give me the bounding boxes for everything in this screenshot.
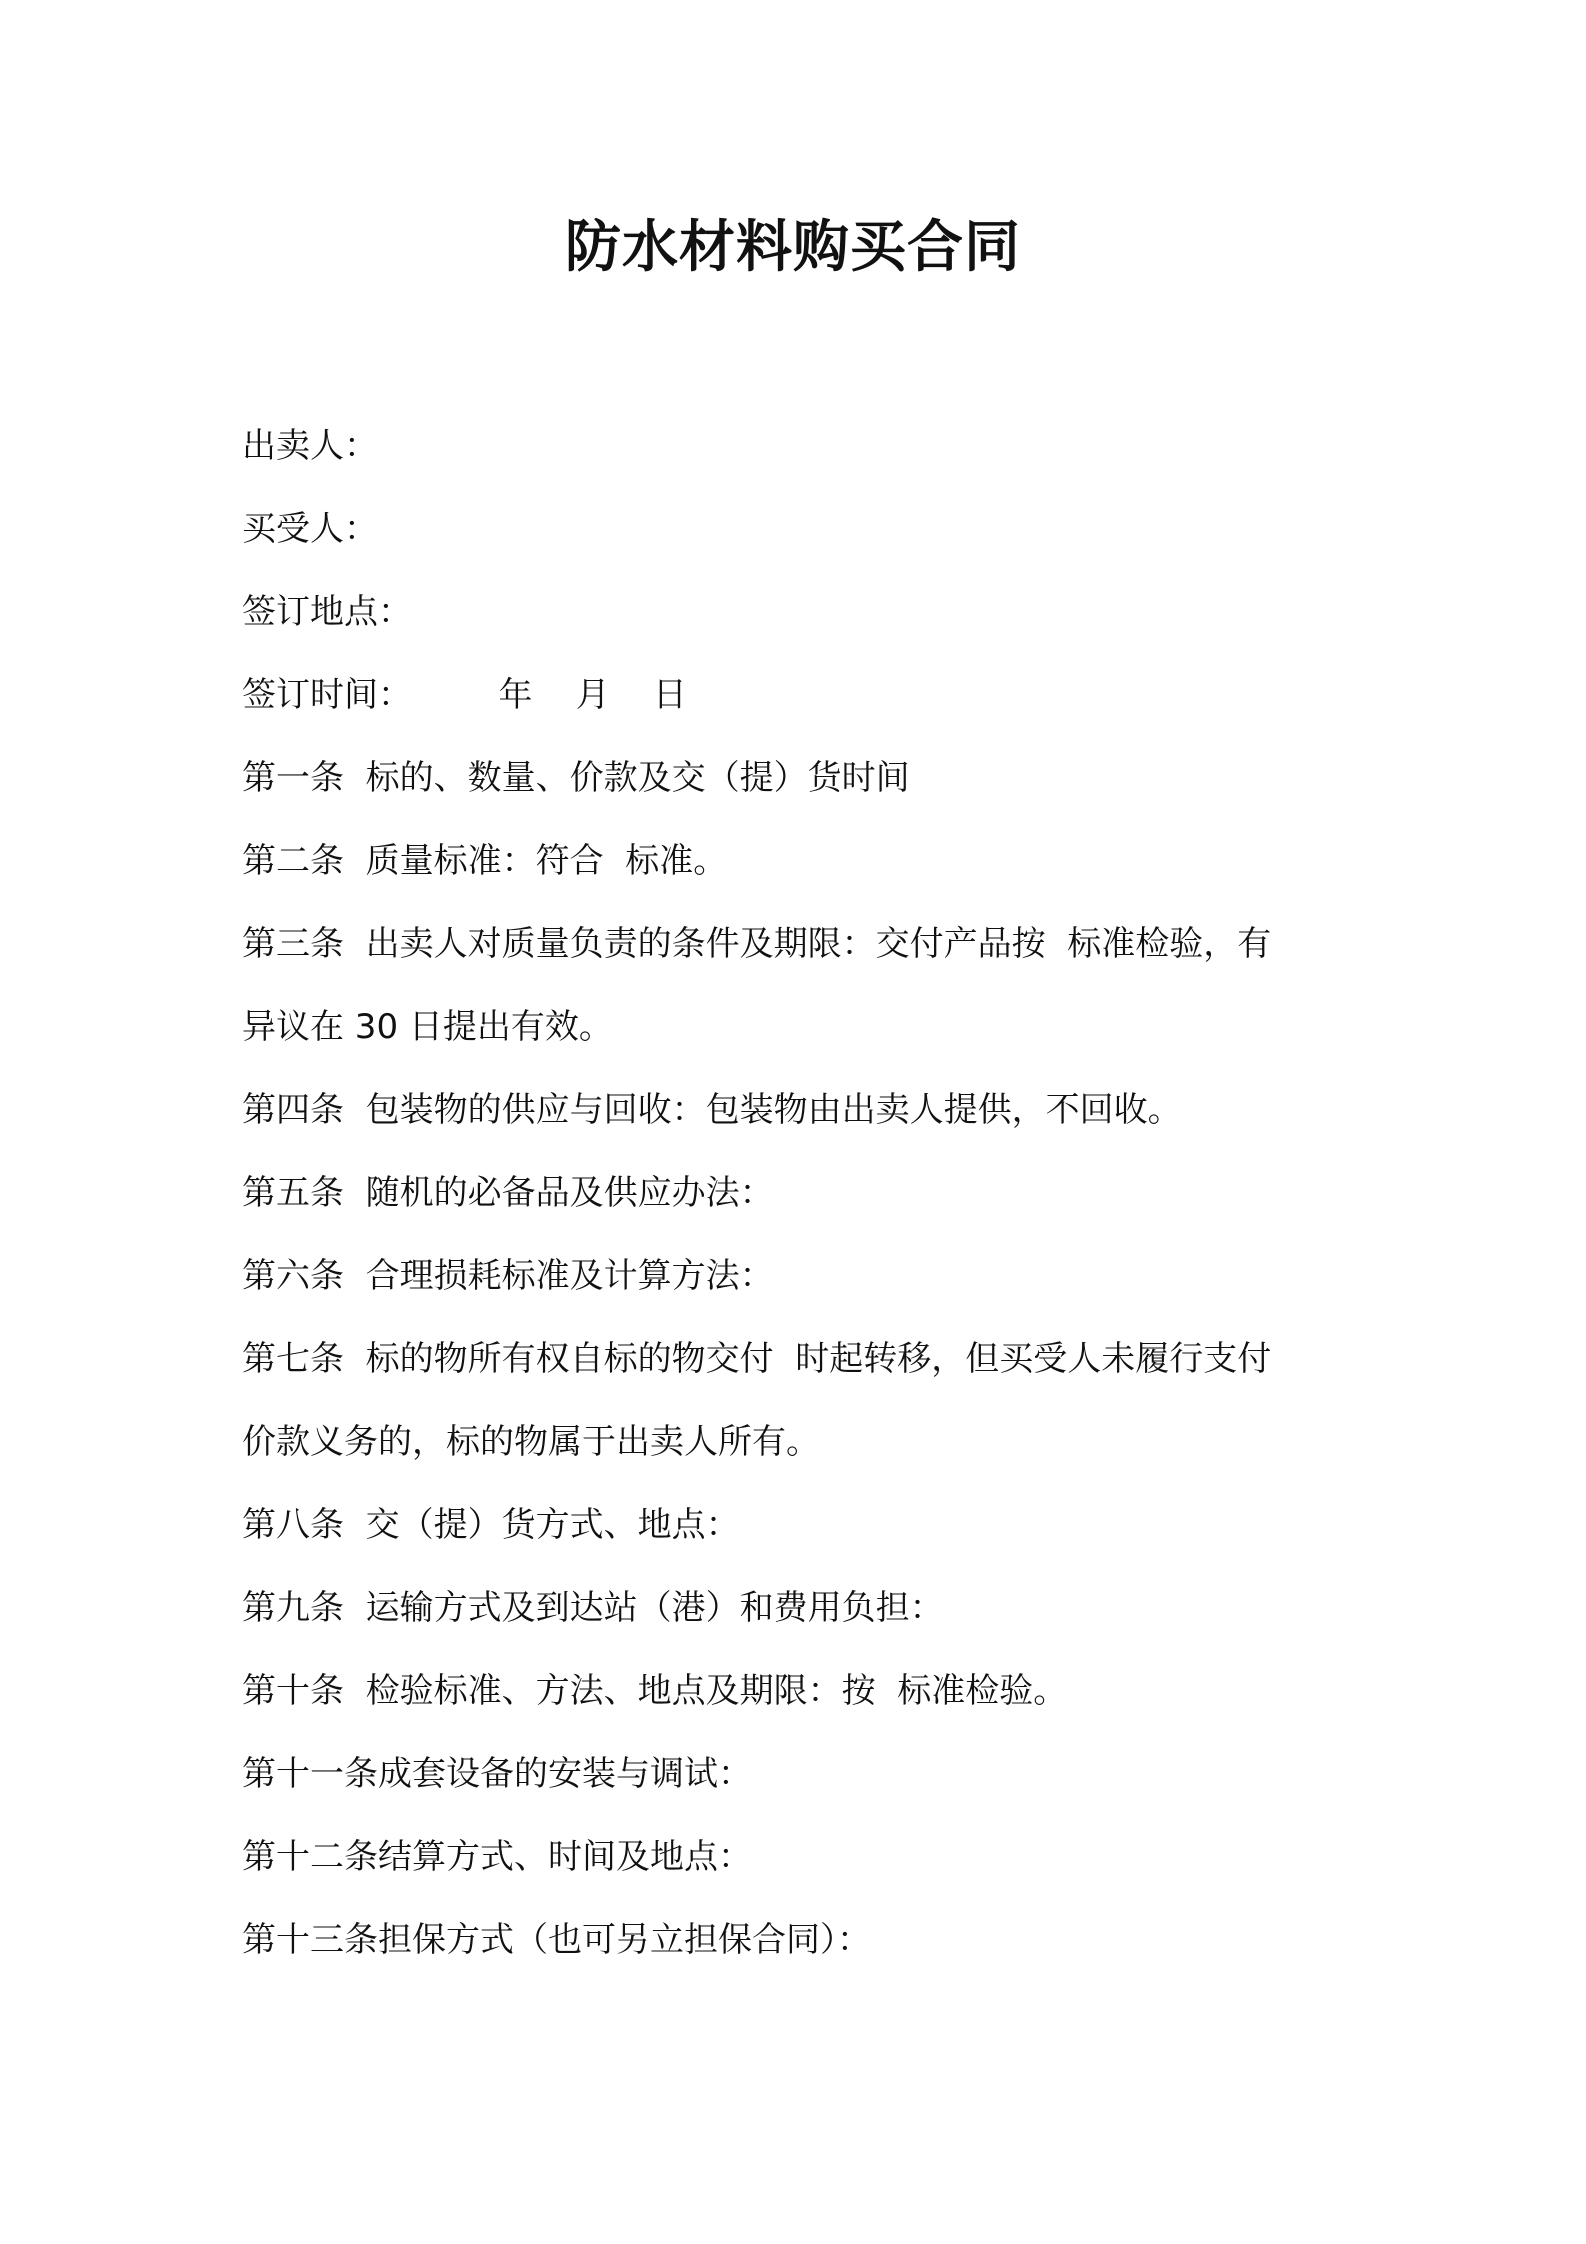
clause-3-continued: 异议在 30 日提出有效。: [242, 1007, 613, 1047]
contract-body: [242, 405, 1362, 1982]
signing-time-line: 签订时间： 年 月 日: [242, 675, 687, 715]
clause-6: 第六条 合理损耗标准及计算方法：: [242, 1256, 774, 1296]
clause-7: 第七条 标的物所有权自标的物交付 时起转移，但买受人未履行支付: [242, 1339, 1272, 1379]
clause-1: 第一条 标的、数量、价款及交（提）货时间: [242, 758, 910, 798]
clause-2: 第二条 质量标准：符合 标准。: [242, 841, 728, 881]
seller-line: 出卖人：: [242, 426, 378, 466]
clause-11: 第十一条成套设备的安装与调试：: [242, 1754, 752, 1794]
clause-12: 第十二条结算方式、时间及地点：: [242, 1837, 752, 1877]
clause-7-continued: 价款义务的，标的物属于出卖人所有。: [242, 1422, 820, 1462]
buyer-line: 买受人：: [242, 509, 378, 549]
clause-10: 第十条 检验标准、方法、地点及期限：按 标准检验。: [242, 1671, 1068, 1711]
clause-4: 第四条 包装物的供应与回收：包装物由出卖人提供，不回收。: [242, 1090, 1182, 1130]
signing-place-line: 签订地点：: [242, 592, 412, 632]
clause-8: 第八条 交（提）货方式、地点：: [242, 1505, 740, 1545]
document-title: 防水材料购买合同: [565, 215, 1021, 280]
clause-9: 第九条 运输方式及到达站（港）和费用负担：: [242, 1588, 944, 1628]
clause-5: 第五条 随机的必备品及供应办法：: [242, 1173, 774, 1213]
clause-3: 第三条 出卖人对质量负责的条件及期限：交付产品按 标准检验，有: [242, 924, 1272, 964]
clause-13: 第十三条担保方式（也可另立担保合同）：: [242, 1920, 871, 1960]
